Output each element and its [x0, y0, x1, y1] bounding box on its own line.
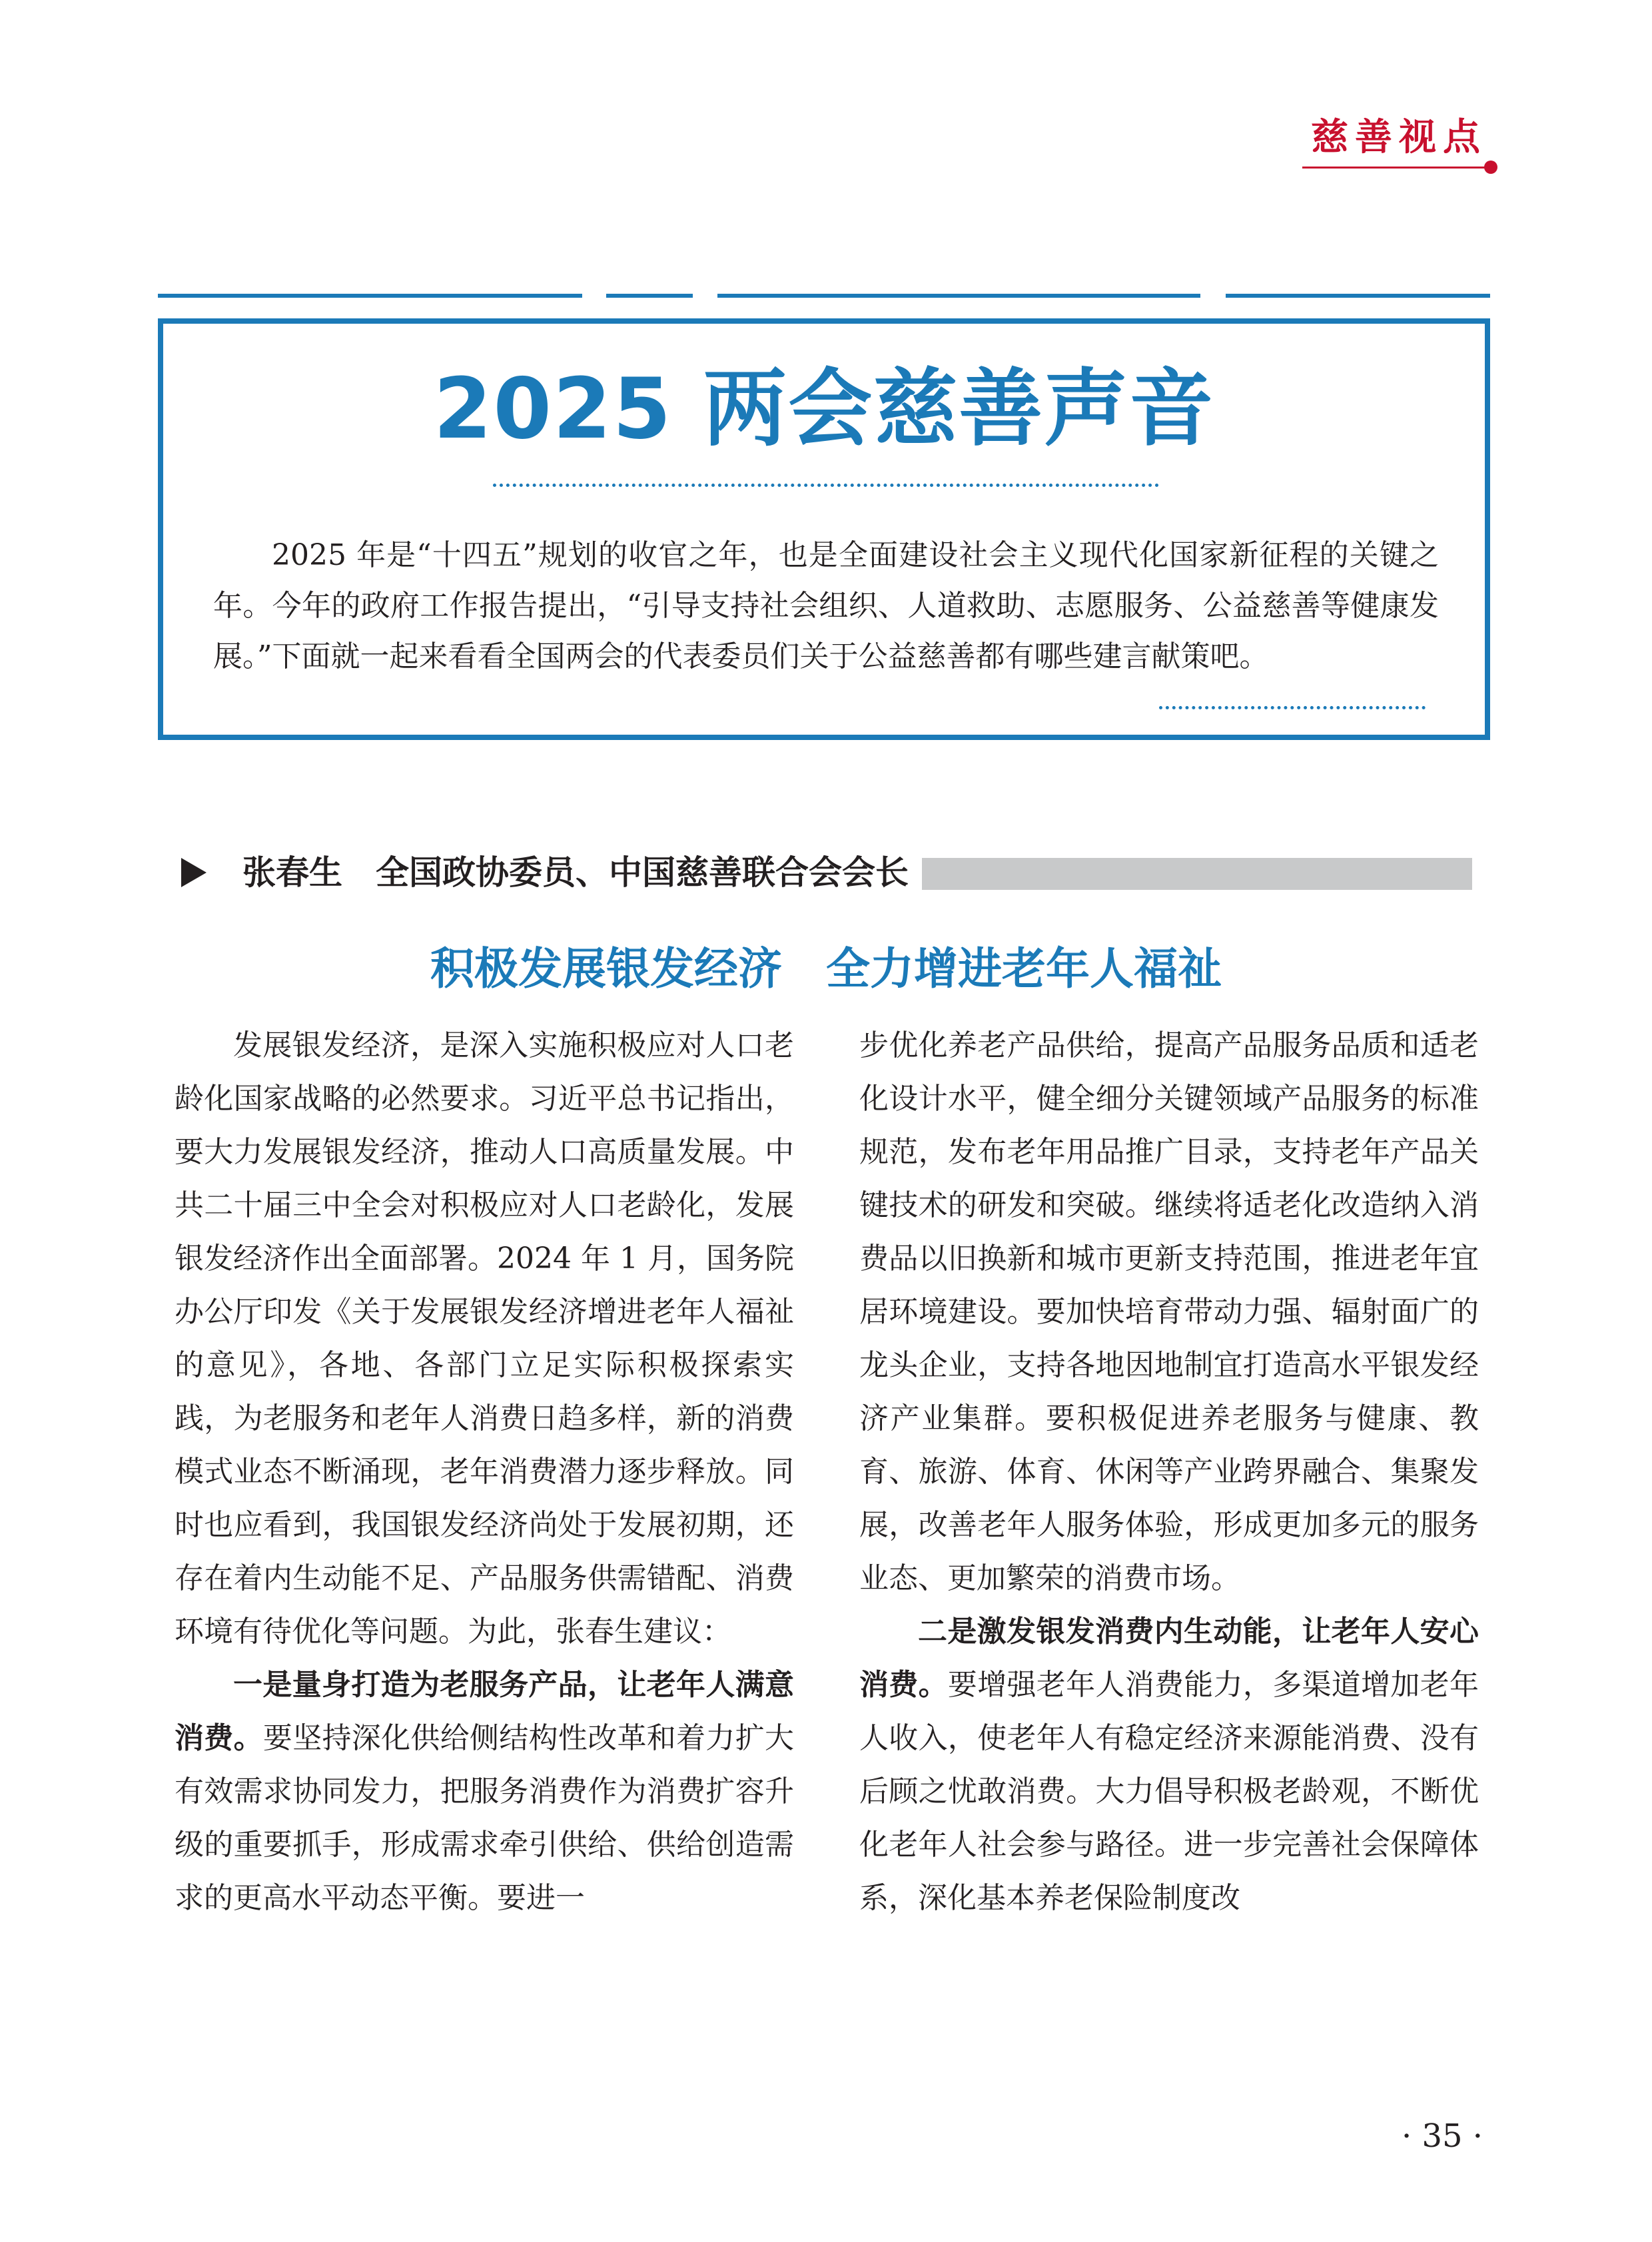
- left-point-text: 要坚持深化供给侧结构性改革和着力扩大有效需求协同发力，把服务消费作为消费扩容升级的重要抓手，形成需求牵引供给、供给创造需求的更高水平动态平衡。要进一: [175, 1721, 795, 1915]
- top-rule-segment: [606, 294, 693, 298]
- page-number: · 35 ·: [1401, 2117, 1483, 2155]
- speaker-name: 张春生: [242, 853, 342, 892]
- left-column: [175, 1019, 794, 1925]
- top-rule-segment: [717, 294, 1200, 298]
- section-tag: 慈善视点: [1311, 115, 1487, 159]
- speaker-line: [175, 846, 1473, 899]
- right-column: [859, 1019, 1479, 1925]
- right-point-heading: 二是激发银发消费内生动能，让老年人安心消费。: [859, 1615, 1479, 1702]
- feature-title: 2025 两会慈善声音: [433, 360, 1215, 458]
- right-paragraph-2: [859, 1605, 1479, 1925]
- left-paragraph-2: [175, 1659, 794, 1925]
- section-tag-underline: [1302, 167, 1492, 169]
- section-tag-dot: [1484, 161, 1497, 174]
- top-rule-segment: [1226, 294, 1490, 298]
- play-triangle-icon: [181, 858, 206, 887]
- feature-intro: 2025 年是“十四五”规划的收官之年，也是全面建设社会主义现代化国家新征程的关键之年。今年的政府工作报告提出，“引导支持社会组织、人道救助、志愿服务、公益慈善等健康发展。”下面就一起来看看全国两会的代表委员们关于公益慈善都有哪些建言献策吧。: [213, 538, 1439, 673]
- left-point-heading: 一是量身打造为老服务产品，让老年人满意消费。: [175, 1668, 794, 1755]
- intro-dotted-rule: [1159, 706, 1426, 709]
- right-point-text: 要增强老年人消费能力，多渠道增加老年人收入，使老年人有稳定经济来源能消费、没有后顾之忧敢消费。大力倡导积极老龄观，不断优化老年人社会参与路径。进一步完善社会保障体系，深化基本养老保险制度改: [859, 1668, 1479, 1915]
- right-paragraph-1: 步优化养老产品供给，提高产品服务品质和适老化设计水平，健全细分关键领域产品服务的标准规范，发布老年用品推广目录，支持老年产品关键技术的研发和突破。继续将适老化改造纳入消费品以旧换新和城市更新支持范围，推进老年宜居环境建设。要加快培育带动力强、辐射面广的龙头企业，支持各地因地制宜打造高水平银发经济产业集群。要积极促进养老服务与健康、教育、旅游、体育、休闲等产业跨界融合、集聚发展，改善老年人服务体验，形成更加多元的服务业态、更加繁荣的消费市场。: [859, 1028, 1479, 1595]
- title-dotted-rule: [493, 484, 1159, 487]
- speaker-role: 全国政协委员、中国慈善联合会会长: [376, 853, 909, 892]
- top-rule-segment: [158, 294, 582, 298]
- left-paragraph-1: 发展银发经济，是深入实施积极应对人口老龄化国家战略的必然要求。习近平总书记指出，要大力发展银发经济，推动人口高质量发展。中共二十届三中全会对积极应对人口老龄化，发展银发经济作出全面部署。2024 年 1 月，国务院办公厅印发《关于发展银发经济增进老年人福祉的意见》，各地、各部门立足实际积极探索实践，为老服务和老年人消费日趋多样，新的消费模式业态不断涌现，老年消费潜力逐步释放。同时也应看到，我国银发经济尚处于发展初期，还存在着内生动能不足、产品服务供需错配、消费环境有待优化等问题。为此，张春生建议：: [175, 1028, 794, 1649]
- article-title: 积极发展银发经济 全力增进老年人福祉: [430, 943, 1222, 994]
- feature-box: [158, 318, 1490, 740]
- speaker-gray-bar: [922, 858, 1472, 890]
